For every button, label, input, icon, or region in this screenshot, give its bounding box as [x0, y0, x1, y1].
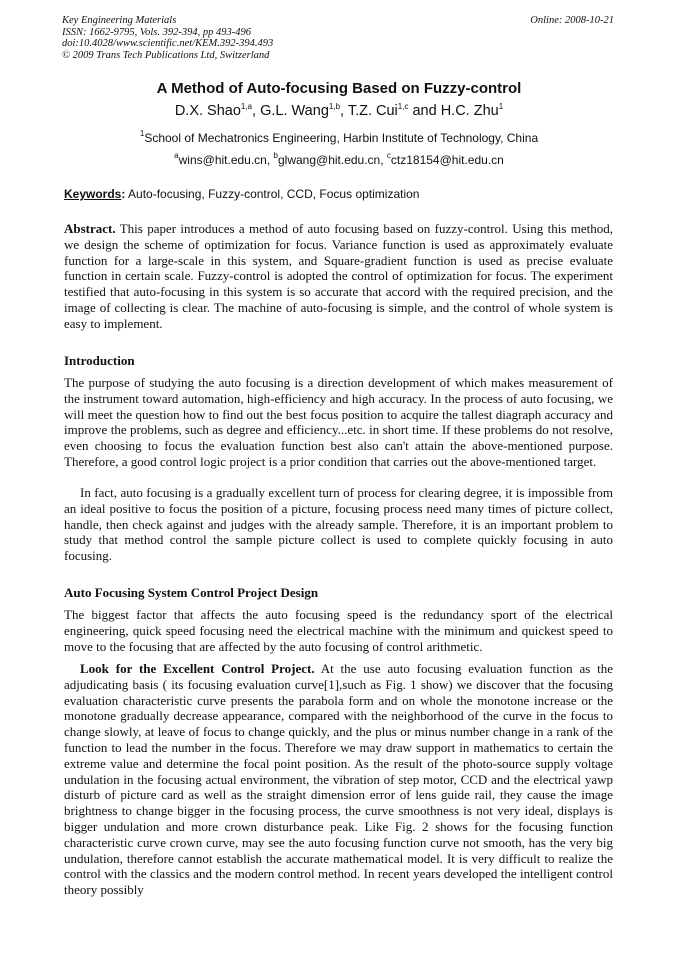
email-address[interactable]: wins@hit.edu.cn,	[178, 153, 274, 167]
body-paragraph: The biggest factor that affects the auto focusing speed is the redundancy sport of the electrical engineering, quick speed focusing need the electrical machine with the minimum and quickest speed to move to the focusing that are affected by the auto focusing of control arithmetic.	[64, 607, 613, 654]
issn-line: ISSN: 1662-9795, Vols. 392-394, pp 493-496	[62, 26, 251, 38]
online-date: Online: 2008-10-21	[530, 15, 614, 26]
copyright-line: © 2009 Trans Tech Publications Ltd, Switzerland	[62, 49, 270, 61]
author-list	[0, 103, 678, 119]
journal-name: Key Engineering Materials	[62, 15, 177, 26]
email-mark: a	[174, 151, 179, 160]
email-mark: c	[386, 151, 391, 160]
body-paragraph: In fact, auto focusing is a gradually excellent turn of process for clearing degree, it is impossible from an ideal positive to focus the position of a picture, focusing process need many times of picture collect, handle, then check against and judges with the already sample. Therefore, it is an important problem to study that method control the sample picture collect is used to complete quickly focusing in auto focusing.	[64, 485, 613, 564]
running-header	[62, 15, 273, 61]
author-name: D.X. Shao	[174, 103, 241, 119]
email-address[interactable]: glwang@hit.edu.cn,	[277, 153, 387, 167]
keywords-label: Keywords	[64, 187, 122, 201]
abstract-text: This paper introduces a method of auto focusing based on fuzzy-control. Using this method, we design the scheme of optimization for focus. Variance function is used as approximately evaluate function for a large-scale in this system, and Square-gradient function is used as precise evaluate function in certain scale. Fuzzy-control is adopted the control of optimization for focus. The experiment testified that auto-focusing in this system is so accurate that accord with the required precision, and the image of collecting is clear. The machine of auto-focusing is simple, and the control of whole system is easy to implement.	[64, 221, 613, 331]
keywords-line	[64, 187, 419, 201]
paragraph-text: At the use auto focusing evaluation function as the adjudicating basis ( its focusing evaluation curve[1],such as Fig. 1 show) we discover that the focusing evaluation characteristic curve presents the parabola form and on whole the monotone increase or the monotone gradually decrease appearance, compared with the neighborhood of the curve in the focus to change slowly, at leave of focus to change quickly, and the plus or minus number change in a rank of the function to lead the number in the focus. Therefore we may draw support in mathematics to certain the extreme value and determine the focal point position. As the result of the photo-source supply voltage undulation in the focusing actual environment, the vibration of step motor, CCD and the electrical yawp disturb of picture card as well as the straight dimension error of lens guide rail, they cause the image brightness to change bigger in the focusing process, the curve smoothness is not very ideal, displays is bigger undulation and more crown disturbance peak. Like Fig. 2 shows for the focusing function characteristic curve crown curve, may see the auto focusing function curve not smooth, has the very big undulation, therefore cannot establish the accurate mathematical model. It is very difficult to realize the control with the classics and the modern control method. In recent years developed the intelligent control theory possibly	[64, 661, 613, 898]
author-separator: ,	[252, 103, 261, 119]
author-name: H.C. Zhu	[440, 103, 499, 119]
section-heading: Auto Focusing System Control Project Design	[64, 585, 319, 600]
affiliation-mark: 1	[139, 129, 145, 138]
author-affil-mark: 1,c	[397, 102, 409, 111]
email-address[interactable]: ctz18154@hit.edu.cn	[390, 153, 504, 167]
paper-title: A Method of Auto-focusing Based on Fuzzy-control	[156, 80, 522, 97]
abstract-label: Abstract.	[64, 221, 116, 236]
keywords-text: Auto-focusing, Fuzzy-control, CCD, Focus optimization	[125, 187, 420, 201]
email-mark: b	[273, 151, 278, 160]
body-paragraph	[64, 661, 613, 898]
body-paragraph: The purpose of studying the auto focusing is a direction development of which makes measurement of the instrument toward automation, high-efficiency and high accuracy. In the process of auto focusing, we will meet the question how to find out the best focus position to acquire the tallest diagraph accuracy and improve the problems, such as degree and efficiency...etc. in short time. If these problems do not resolve, even choosing to focus the evaluation function best also can't attain the above-mentioned purpose. Therefore, a good control logic project is a prior condition that carries out the above-mentioned target.	[64, 375, 613, 469]
author-separator: and	[408, 103, 441, 119]
email-list	[0, 153, 678, 167]
paragraph-run-in-heading: Look for the Excellent Control Project.	[80, 661, 315, 676]
author-affil-mark: 1,b	[328, 102, 341, 111]
author-affil-mark: 1	[498, 102, 504, 111]
doi-line: doi:10.4028/www.scientific.net/KEM.392-394.493	[62, 38, 274, 49]
affiliation	[0, 131, 678, 145]
author-separator: ,	[340, 103, 348, 119]
section-heading: Introduction	[64, 353, 135, 368]
author-name: T.Z. Cui	[347, 103, 398, 119]
keywords-colon: :	[121, 187, 126, 201]
author-name: G.L. Wang	[260, 103, 329, 119]
author-affil-mark: 1,a	[240, 102, 253, 111]
affiliation-text: School of Mechatronics Engineering, Harbin Institute of Technology, China	[144, 131, 539, 145]
abstract-paragraph	[64, 221, 613, 332]
